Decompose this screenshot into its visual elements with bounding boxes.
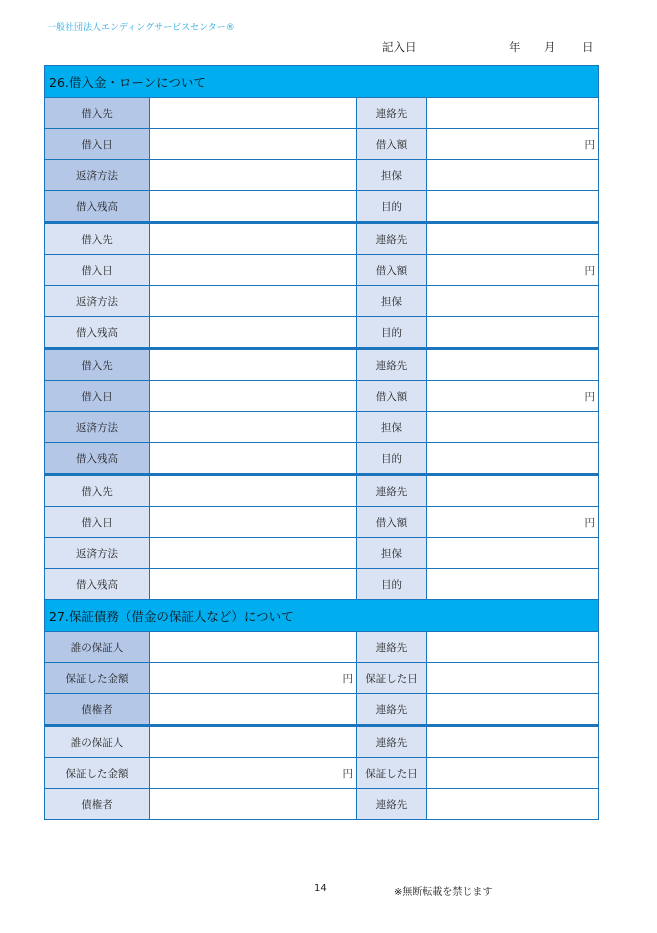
label-contact: 連絡先 [357,632,427,663]
label-contact: 連絡先 [357,98,427,129]
lender-field[interactable] [150,349,357,381]
label-creditor: 債権者 [45,694,150,726]
label-creditor: 債権者 [45,789,150,820]
contact-field[interactable] [427,726,599,758]
label-contact: 連絡先 [357,789,427,820]
section-title-guarantees: 27.保証債務（借金の保証人など）について [45,600,599,632]
label-guarantee-date: 保証した日 [357,663,427,694]
date-month-label: 月 [544,40,556,54]
label-collateral: 担保 [357,538,427,569]
label-lender: 借入先 [45,349,150,381]
loan-row-lender [45,98,599,129]
label-collateral: 担保 [357,286,427,317]
loan-amount-field[interactable] [427,507,599,538]
date-day-label: 日 [582,40,594,54]
purpose-field[interactable] [427,317,599,349]
date-label: 記入日 [382,40,417,54]
loan-row-balance [45,443,599,475]
label-contact: 連絡先 [357,349,427,381]
lender-field[interactable] [150,98,357,129]
creditor-field[interactable] [150,789,357,820]
label-contact: 連絡先 [357,694,427,726]
loan-amount-field[interactable] [427,255,599,286]
label-lender: 借入先 [45,98,150,129]
repayment-method-field[interactable] [150,412,357,443]
lender-field[interactable] [150,223,357,255]
label-contact: 連絡先 [357,726,427,758]
loan-row-date [45,507,599,538]
loan-row-lender [45,223,599,255]
date-year-label: 年 [509,40,521,54]
label-repayment-method: 返済方法 [45,538,150,569]
label-collateral: 担保 [357,412,427,443]
guarantee-row-whom [45,632,599,663]
balance-field[interactable] [150,191,357,223]
loan-row-repayment [45,412,599,443]
loan-date-field[interactable] [150,381,357,412]
label-repayment-method: 返済方法 [45,412,150,443]
yen-unit: 円 [584,264,596,277]
balance-field[interactable] [150,569,357,600]
contact-field[interactable] [427,475,599,507]
label-loan-amount: 借入額 [357,507,427,538]
loan-row-date [45,255,599,286]
label-guaranteed-person: 誰の保証人 [45,632,150,663]
loan-row-repayment [45,160,599,191]
loan-row-repayment [45,538,599,569]
loan-amount-field[interactable] [427,381,599,412]
repayment-method-field[interactable] [150,160,357,191]
label-contact: 連絡先 [357,475,427,507]
balance-field[interactable] [150,443,357,475]
yen-unit: 円 [584,516,596,529]
contact-field[interactable] [427,349,599,381]
yen-unit: 円 [342,767,353,780]
loan-row-balance [45,191,599,223]
guarantee-amount-field[interactable] [150,758,357,789]
guarantee-date-field[interactable] [427,663,599,694]
purpose-field[interactable] [427,191,599,223]
label-loan-amount: 借入額 [357,381,427,412]
guaranteed-person-field[interactable] [150,726,357,758]
label-contact: 連絡先 [357,223,427,255]
label-guarantee-date: 保証した日 [357,758,427,789]
yen-unit: 円 [342,672,353,685]
label-guarantee-amount: 保証した金額 [45,758,150,789]
label-collateral: 担保 [357,160,427,191]
guarantee-date-field[interactable] [427,758,599,789]
lender-field[interactable] [150,475,357,507]
collateral-field[interactable] [427,538,599,569]
yen-unit: 円 [584,390,596,403]
label-loan-amount: 借入額 [357,129,427,160]
guarantee-row-creditor [45,789,599,820]
label-repayment-method: 返済方法 [45,160,150,191]
label-balance: 借入残高 [45,191,150,223]
repayment-method-field[interactable] [150,286,357,317]
label-loan-amount: 借入額 [357,255,427,286]
loan-date-field[interactable] [150,129,357,160]
label-balance: 借入残高 [45,443,150,475]
label-loan-date: 借入日 [45,507,150,538]
balance-field[interactable] [150,317,357,349]
label-purpose: 目的 [357,317,427,349]
label-lender: 借入先 [45,223,150,255]
loan-row-balance [45,569,599,600]
label-loan-date: 借入日 [45,255,150,286]
repayment-method-field[interactable] [150,538,357,569]
collateral-field[interactable] [427,412,599,443]
loan-date-field[interactable] [150,255,357,286]
guarantee-amount-field[interactable] [150,663,357,694]
label-balance: 借入残高 [45,569,150,600]
creditor-field[interactable] [150,694,357,726]
loan-row-lender [45,349,599,381]
label-loan-date: 借入日 [45,381,150,412]
loan-row-lender [45,475,599,507]
page-number: 14 [314,883,327,894]
contact-field[interactable] [427,223,599,255]
purpose-field[interactable] [427,569,599,600]
loan-row-date [45,129,599,160]
loan-row-date [45,381,599,412]
contact-field[interactable] [427,789,599,820]
loans-table [44,65,599,820]
collateral-field[interactable] [427,286,599,317]
loan-amount-field[interactable] [427,129,599,160]
copyright-notice: ※無断転載を禁じます [394,887,493,898]
purpose-field[interactable] [427,443,599,475]
guarantee-row-creditor [45,694,599,726]
contact-field[interactable] [427,632,599,663]
label-repayment-method: 返済方法 [45,286,150,317]
label-purpose: 目的 [357,443,427,475]
loan-row-repayment [45,286,599,317]
label-balance: 借入残高 [45,317,150,349]
label-loan-date: 借入日 [45,129,150,160]
label-guarantee-amount: 保証した金額 [45,663,150,694]
loan-date-field[interactable] [150,507,357,538]
contact-field[interactable] [427,694,599,726]
yen-unit: 円 [584,138,596,151]
collateral-field[interactable] [427,160,599,191]
loan-row-balance [45,317,599,349]
guarantee-row-amount [45,758,599,789]
contact-field[interactable] [427,98,599,129]
label-purpose: 目的 [357,191,427,223]
guaranteed-person-field[interactable] [150,632,357,663]
organization-name: 一般社団法人エンディングサービスセンター® [47,23,235,33]
label-purpose: 目的 [357,569,427,600]
label-lender: 借入先 [45,475,150,507]
section-title-loans: 26.借入金・ローンについて [45,66,599,98]
guarantee-row-amount [45,663,599,694]
guarantee-row-whom [45,726,599,758]
label-guaranteed-person: 誰の保証人 [45,726,150,758]
